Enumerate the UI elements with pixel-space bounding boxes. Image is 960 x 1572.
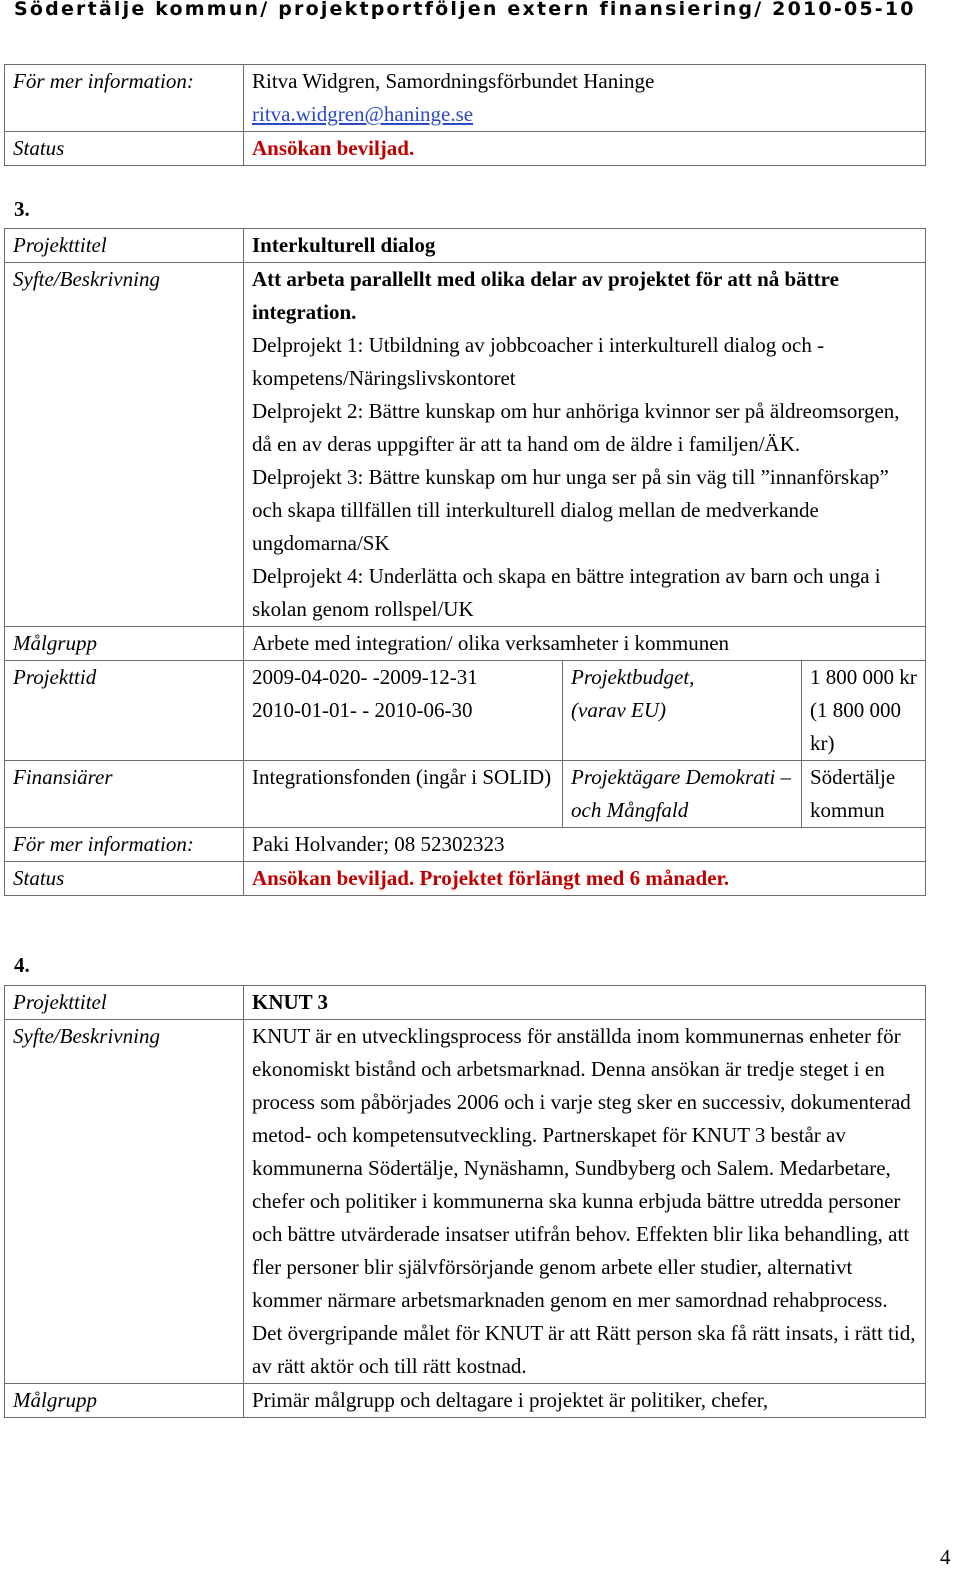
p3-target: Arbete med integration/ olika verksamheter i kommunen — [244, 627, 926, 661]
p3-time-line2: 2010-01-01- - 2010-06-30 — [252, 698, 473, 722]
page-header: Södertälje kommun/ projektportföljen extern finansiering/ 2010-05-10 — [14, 0, 916, 20]
p3-desc-sub2: Delprojekt 2: Bättre kunskap om hur anhöriga kvinnor ser på äldreomsorgen, då en av deras uppgifter är att ta hand om de äldre i familjen/ÄK. — [252, 399, 900, 456]
project4-table — [4, 985, 926, 1418]
p3-desc-sub1: Delprojekt 1: Utbildning av jobbcoacher i interkulturell dialog och - kompetens/Näringslivskontoret — [252, 333, 825, 390]
p4-description: KNUT är en utvecklingsprocess för anställda inom kommunernas enheter för ekonomiskt bistånd och arbetsmarknad. Denna ansökan är tredje steget i en process som påbörjades 2006 och i varje steg sker en successiv, dokumenterad metod- och kompetensutveckling. Partnerskapet för KNUT 3 består av kommunerna Södertälje, Nynäshamn, Sundbyberg och Salem. Medarbetare, chefer och politiker i kommunerna ska kunna erbjuda bättre utredda personer och bättre utvärderade insatser utifrån behov. Effekten blir lika behandling, att fler personer blir självförsörjande genom arbete eller studier, alternativt kommer närmare arbetsmarknaden genom en mer samordnad rehabprocess. Det övergripande målet för KNUT är att Rätt person ska få rätt insats, i rätt tid, av rätt aktör och till rätt kostnad. — [244, 1020, 926, 1384]
p4-target-label: Målgrupp — [5, 1384, 244, 1418]
status-value: Ansökan beviljad. — [252, 136, 415, 160]
p3-budget-label — [563, 661, 802, 761]
p3-info: Paki Holvander; 08 52302323 — [244, 828, 926, 862]
info-value — [244, 65, 926, 132]
p3-budget-label-line1: Projektbudget, — [571, 665, 695, 689]
p3-status-label: Status — [5, 862, 244, 896]
p3-desc-sub4: Delprojekt 4: Underlätta och skapa en bättre integration av barn och unga i skolan genom rollspel/UK — [252, 564, 881, 621]
p3-target-label: Målgrupp — [5, 627, 244, 661]
status-label: Status — [5, 132, 244, 166]
p4-desc-label: Syfte/Beskrivning — [5, 1020, 244, 1384]
p3-financiers: Integrationsfonden (ingår i SOLID) — [244, 761, 563, 828]
p4-title-label: Projekttitel — [5, 986, 244, 1020]
info-email-link[interactable]: ritva.widgren@haninge.se — [252, 102, 474, 126]
p3-desc-intro: Att arbeta parallellt med olika delar av projektet för att nå bättre integration. — [252, 267, 839, 324]
p3-financiers-label: Finansiärer — [5, 761, 244, 828]
p4-target: Primär målgrupp och deltagare i projektet är politiker, chefer, — [244, 1384, 926, 1418]
p3-time-label: Projekttid — [5, 661, 244, 761]
section-number-3: 3. — [14, 197, 30, 221]
p3-desc-label: Syfte/Beskrivning — [5, 263, 244, 627]
p3-budget-line2: (1 800 000 kr) — [810, 698, 901, 755]
p3-budget — [802, 661, 926, 761]
block1-table — [4, 64, 926, 166]
p3-desc-sub3: Delprojekt 3: Bättre kunskap om hur unga ser på sin väg till ”innanförskap” och skapa tillfällen till interkulturell dialog mellan de medverkande ungdomarna/SK — [252, 465, 889, 555]
p3-budget-line1: 1 800 000 kr — [810, 665, 917, 689]
p3-info-label: För mer information: — [5, 828, 244, 862]
p4-title: KNUT 3 — [252, 990, 329, 1014]
p3-time — [244, 661, 563, 761]
p3-description — [244, 263, 926, 627]
p3-owner: Södertälje kommun — [802, 761, 926, 828]
info-name: Ritva Widgren, Samordningsförbundet Haninge — [252, 69, 655, 93]
p3-owner-label: Projektägare Demokrati – och Mångfald — [563, 761, 802, 828]
p3-status: Ansökan beviljad. Projektet förlängt med 6 månader. — [252, 866, 730, 890]
p3-title-label: Projekttitel — [5, 229, 244, 263]
info-label: För mer information: — [5, 65, 244, 132]
p3-budget-label-line2: (varav EU) — [571, 698, 667, 722]
section-number-4: 4. — [14, 953, 30, 977]
p3-title: Interkulturell dialog — [252, 233, 436, 257]
p3-time-line1: 2009-04-020- -2009-12-31 — [252, 665, 478, 689]
project3-table — [4, 228, 926, 896]
page-number: 4 — [940, 1545, 951, 1569]
